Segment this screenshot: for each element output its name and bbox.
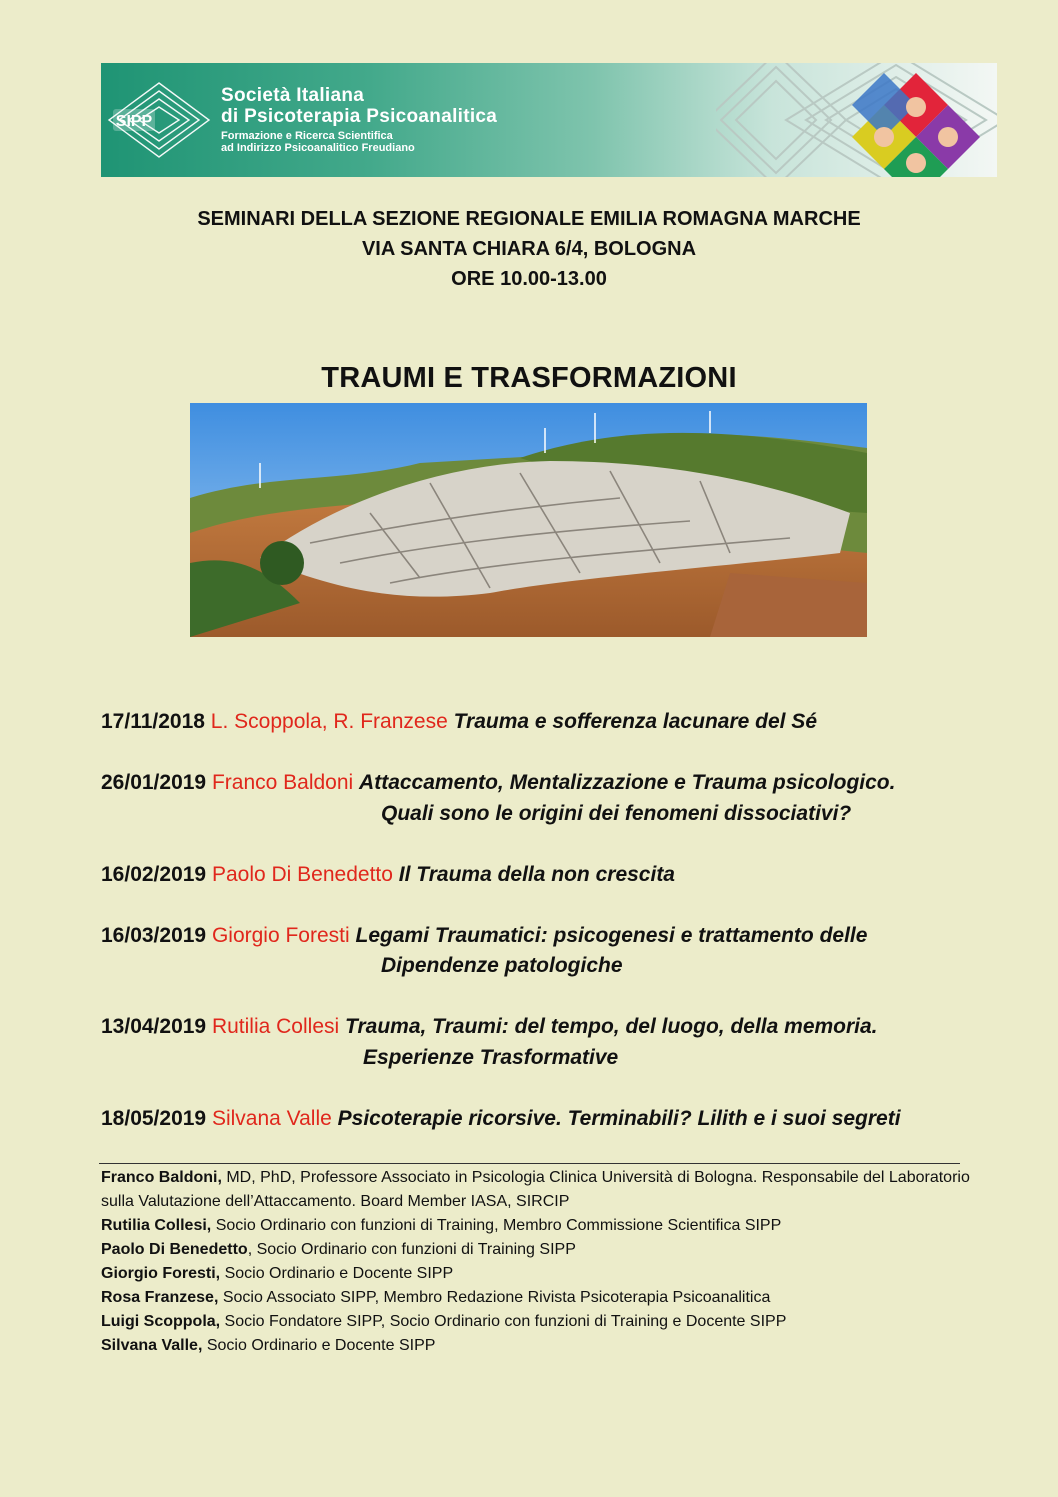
organization-name (221, 85, 497, 154)
bio-item (101, 1238, 971, 1262)
event-item (101, 860, 1001, 891)
bio-text: Socio Fondatore SIPP, Socio Ordinario con funzioni di Training e Docente SIPP (220, 1313, 787, 1330)
landscape-photo (190, 403, 867, 637)
portrait-collage-icon (852, 73, 980, 177)
org-line-3: Formazione e Ricerca Scientifica (221, 130, 393, 142)
org-line-4: ad Indirizzo Psicoanalitico Freudiano (221, 142, 415, 154)
bio-item (101, 1262, 971, 1286)
event-item (101, 921, 1001, 982)
event-talk-title: Psicoterapie ricorsive. Terminabili? Lilith e i suoi segreti (337, 1106, 901, 1130)
event-item (101, 707, 1001, 738)
event-speaker: Giorgio Foresti (211, 923, 350, 947)
maze-pattern-icon (716, 63, 997, 177)
event-item (101, 1012, 1001, 1073)
event-date: 16/02/2019 (101, 862, 207, 886)
bio-item (101, 1286, 971, 1310)
speaker-bios (101, 1166, 971, 1358)
bio-text: Socio Ordinario e Docente SIPP (202, 1337, 436, 1354)
bio-name: Rutilia Collesi, (101, 1217, 212, 1234)
org-line-2: di Psicoterapia Psicoanalitica (221, 106, 498, 127)
page-title: TRAUMI E TRASFORMAZIONI (321, 362, 737, 394)
event-talk-continuation: Quali sono le origini dei fenomeni dissociativi? (381, 801, 852, 825)
bio-item (101, 1166, 971, 1214)
header-line-3: ORE 10.00-13.00 (451, 268, 607, 290)
bio-item (101, 1334, 971, 1358)
event-speaker: Franco Baldoni (211, 771, 354, 794)
event-date: 18/05/2019 (101, 1106, 207, 1130)
event-talk-title: Trauma, Traumi: del tempo, del luogo, della memoria. (345, 1015, 878, 1038)
bio-item (101, 1214, 971, 1238)
header-line-1: SEMINARI DELLA SEZIONE REGIONALE EMILIA ROMAGNA MARCHE (197, 208, 861, 230)
bio-text: Socio Ordinario e Docente SIPP (220, 1265, 454, 1282)
event-speaker: Paolo Di Benedetto (211, 862, 393, 886)
event-talk-title: Legami Traumatici: psicogenesi e trattamento delle (355, 923, 868, 947)
event-talk-title: Il Trauma della non crescita (398, 862, 675, 886)
seminar-schedule (101, 707, 1001, 1165)
bio-text: MD, PhD, Professore Associato in Psicologia Clinica Università di Bologna. Responsabile del Laboratorio sulla Valutazione dell’Attaccamento. Board Member IASA, SIRCIP (101, 1169, 970, 1210)
logo-text: SIPP (115, 113, 153, 130)
bio-text: Socio Ordinario con funzioni di Training, Membro Commissione Scientifica SIPP (211, 1217, 782, 1234)
event-date: 13/04/2019 (101, 1015, 207, 1038)
divider (99, 1163, 960, 1164)
bio-name: Giorgio Foresti, (101, 1265, 221, 1282)
event-date: 16/03/2019 (101, 923, 207, 947)
bio-text: , Socio Ordinario con funzioni di Training SIPP (247, 1241, 576, 1258)
header-line-2: VIA SANTA CHIARA 6/4, BOLOGNA (361, 238, 697, 260)
event-date: 17/11/2018 (101, 710, 205, 733)
bio-text: Socio Associato SIPP, Membro Redazione Rivista Psicoterapia Psicoanalitica (218, 1289, 771, 1306)
event-speaker: Rutilia Collesi (211, 1015, 340, 1038)
event-date: 26/01/2019 (101, 771, 207, 794)
event-speaker: Silvana Valle (211, 1106, 332, 1130)
bio-name: Silvana Valle, (101, 1337, 203, 1354)
bio-name: Franco Baldoni, (101, 1169, 222, 1186)
bio-item (101, 1310, 971, 1334)
bio-name: Luigi Scoppola, (101, 1313, 221, 1330)
org-line-1: Società Italiana (221, 85, 365, 106)
bio-name: Paolo Di Benedetto (101, 1241, 248, 1258)
event-talk-title: Attaccamento, Mentalizzazione e Trauma psicologico. (359, 771, 896, 794)
sipp-logo-icon (107, 81, 211, 159)
event-item (101, 1104, 1001, 1135)
event-talk-title: Trauma e sofferenza lacunare del Sé (453, 710, 817, 733)
event-item (101, 768, 1001, 829)
seminar-header (0, 204, 1058, 294)
sipp-banner (101, 63, 997, 177)
event-talk-continuation: Esperienze Trasformative (363, 1045, 619, 1069)
event-speaker: L. Scoppola, R. Franzese (210, 710, 448, 733)
bio-name: Rosa Franzese, (101, 1289, 219, 1306)
event-talk-continuation: Dipendenze patologiche (381, 954, 623, 977)
